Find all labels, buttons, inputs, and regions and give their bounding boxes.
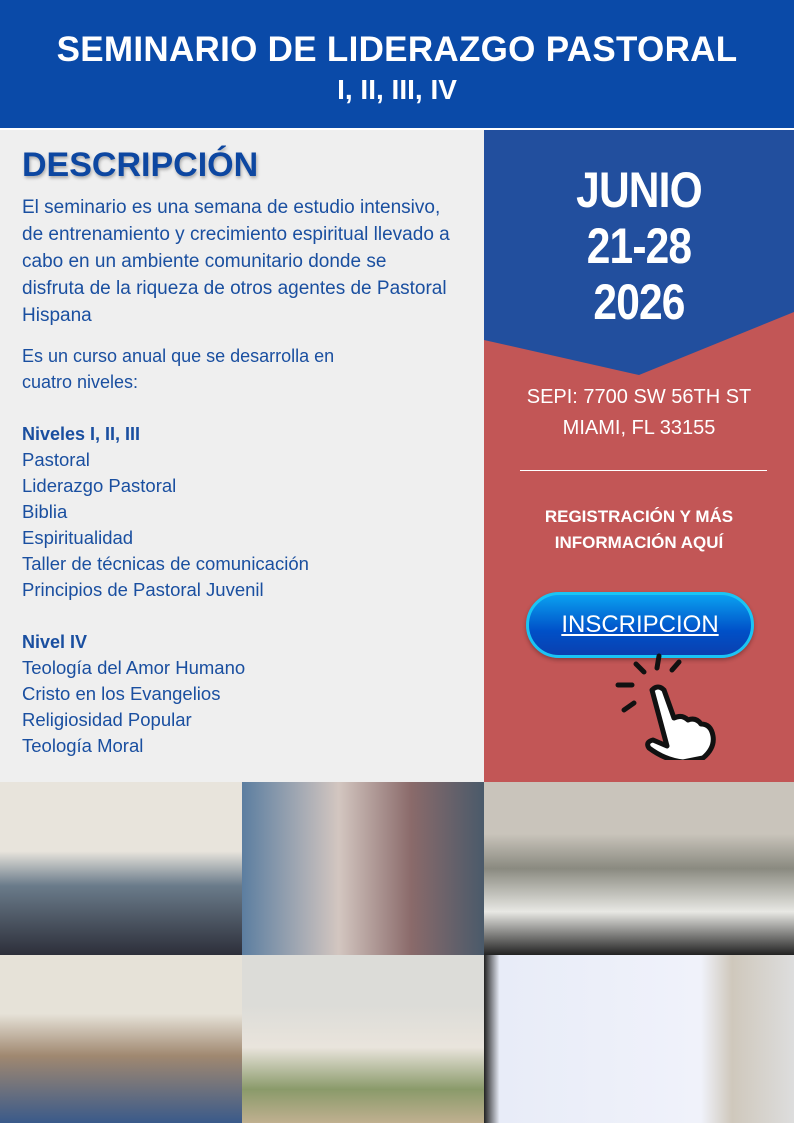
- address-line-1: SEPI: 7700 SW 56TH ST: [526, 386, 752, 408]
- level-title: Nivel IV: [22, 632, 88, 652]
- description-text: El seminario es una semana de estudio intensivo, de entrenamiento y crecimiento espiritual llevado a cabo en un ambiente comunitario donde se disfruta de la riqueza de otros agentes de Pastoral Hispana: [22, 197, 450, 326]
- list-item: Biblia: [22, 501, 68, 522]
- event-date: [507, 162, 771, 330]
- list-item: Principios de Pastoral Juvenil: [22, 579, 264, 600]
- list-item: Taller de técnicas de comunicación: [22, 553, 309, 574]
- registration-text: REGISTRACIÓN Y MÁS INFORMACIÓN AQUÍ: [544, 507, 734, 552]
- description-panel: [0, 130, 484, 782]
- list-item: Espiritualidad: [22, 527, 134, 548]
- list-item: Teología del Amor Humano: [22, 657, 246, 678]
- level-title: Niveles I, II, III: [22, 424, 141, 444]
- photo-gallery: [0, 782, 794, 1123]
- list-item: Teología Moral: [22, 735, 144, 756]
- list-item: Pastoral: [22, 449, 90, 470]
- event-panel: [484, 130, 794, 782]
- divider: [520, 470, 767, 471]
- list-item: Religiosidad Popular: [22, 709, 192, 730]
- level-4: [22, 629, 484, 759]
- page-subtitle: I, II, III, IV: [337, 74, 457, 105]
- address-line-2: MIAMI, FL 33155: [562, 417, 716, 439]
- list-item: Liderazgo Pastoral: [22, 475, 177, 496]
- list-item: Cristo en los Evangelios: [22, 683, 221, 704]
- mass-photo: [242, 955, 484, 1123]
- levels-intro: Es un curso anual que se desarrolla en cuatro niveles:: [22, 346, 335, 392]
- pointing-hand-icon: [614, 650, 724, 760]
- lecture-photo: [484, 955, 794, 1123]
- description-heading: DESCRIPCIÓN: [22, 146, 259, 184]
- event-month: JUNIO: [576, 162, 702, 218]
- inscripcion-button[interactable]: INSCRIPCION: [526, 592, 754, 658]
- meal-photo: [484, 782, 794, 955]
- event-year: 2026: [593, 274, 685, 330]
- classroom-photo: [0, 955, 242, 1123]
- prayer-photo: [242, 782, 484, 955]
- event-address: [484, 382, 794, 444]
- levels-1-3: [22, 421, 484, 603]
- event-days: 21-28: [586, 218, 692, 274]
- group-photo: [0, 782, 242, 955]
- header-banner: [0, 0, 794, 128]
- page-title: SEMINARIO DE LIDERAZGO PASTORAL: [56, 30, 738, 69]
